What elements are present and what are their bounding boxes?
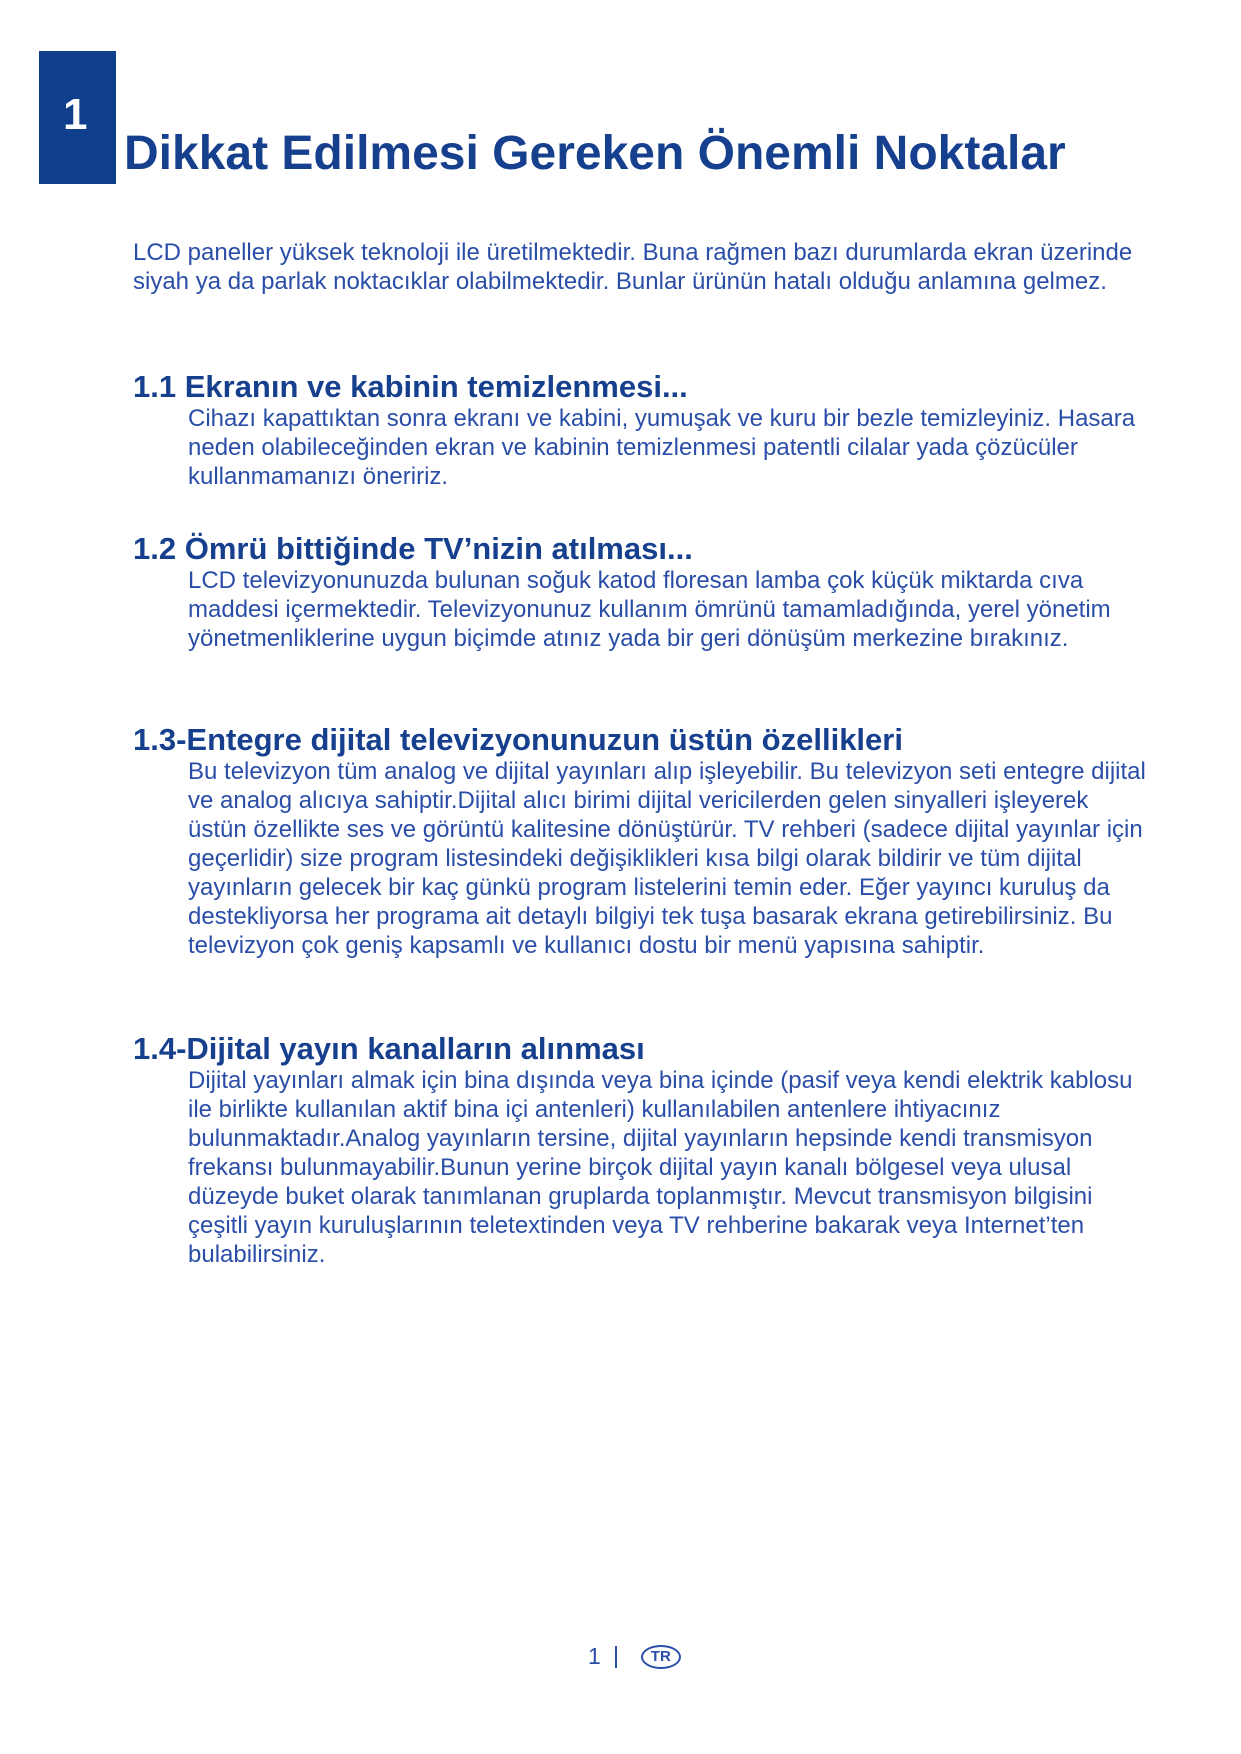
page-footer [588,1643,681,1670]
chapter-number: 1 [63,90,88,139]
chapter-number-box [39,51,116,184]
section-body-1-4: Dijital yayınları almak için bina dışında veya bina içinde (pasif veya kendi elektrik kablosu ile birlikte kullanılan aktif bina içi antenleri) kullanılabilen antenlere ihtiyacınız bulunmaktadır.Analog yayınların tersine, dijital yayınların hepsinde kendi transmisyon frekansı bulunmayabilir.Bunun yerine birçok dijital yayın kanalı bölgesel veya ulusal düzeyde buket olarak tanımlanan gruplarda toplanmıştır. Mevcut transmisyon bilgisini çeşitli yayın kuruluşlarının teletextinden veya TV rehberine bakarak veya Internet’ten bulabilirsiniz. [188,1067,1133,1268]
section-body-1-2: LCD televizyonunuzda bulunan soğuk katod floresan lamba çok küçük miktarda cıva maddesi içermektedir. Televizyonunuz kullanım ömrünü tamamladığında, yerel yönetim yönetmenliklerine uygun biçimde atınız yada bir geri dönüşüm merkezine bırakınız. [188,567,1111,652]
section-heading-1-2: 1.2 Ömrü bittiğinde TV’nizin atılması... [133,531,693,566]
footer-separator [615,1646,617,1668]
intro-paragraph: LCD paneller yüksek teknoloji ile üretilmektedir. Buna rağmen bazı durumlarda ekran üzerinde siyah ya da parlak noktacıklar olabilmektedir. Bunlar ürünün hatalı olduğu anlamına gelmez. [133,239,1133,295]
section-heading-1-3: 1.3-Entegre dijital televizyonunuzun üstün özellikleri [133,722,903,757]
section-heading-1-1: 1.1 Ekranın ve kabinin temizlenmesi... [133,369,688,404]
section-body-1-3: Bu televizyon tüm analog ve dijital yayınları alıp işleyebilir. Bu televizyon seti entegre dijital ve analog alıcıya sahiptir.Dijital alıcı birimi dijital vericilerden gelen sinyalleri işleyerek üstün özellikte ses ve görüntü kalitesine dönüştürür. TV rehberi (sadece dijital yayınlar için geçerlidir) size program listesindeki değişiklikleri kısa bilgi olarak bildirir ve tüm dijital yayınların gelecek bir kaç günkü program listelerini temin eder. Eğer yayıncı kuruluş da destekliyorsa her programa ait detaylı bilgiyi tek tuşa basarak ekrana getirebilirsiniz. Bu televizyon çok geniş kapsamlı ve kullanıcı dostu bir menü yapısına sahiptir. [188,758,1146,959]
page-number: 1 [588,1643,601,1669]
section-body-1-1: Cihazı kapattıktan sonra ekranı ve kabini, yumuşak ve kuru bir bezle temizleyiniz. Hasara neden olabileceğinden ekran ve kabinin temizlenmesi patentli cilalar yada çözücüler kullanmamanızı öneririz. [188,405,1136,490]
page-title: Dikkat Edilmesi Gereken Önemli Noktalar [124,127,1066,180]
section-heading-1-4: 1.4-Dijital yayın kanalların alınması [133,1031,645,1066]
language-badge-icon: TR [641,1645,681,1669]
